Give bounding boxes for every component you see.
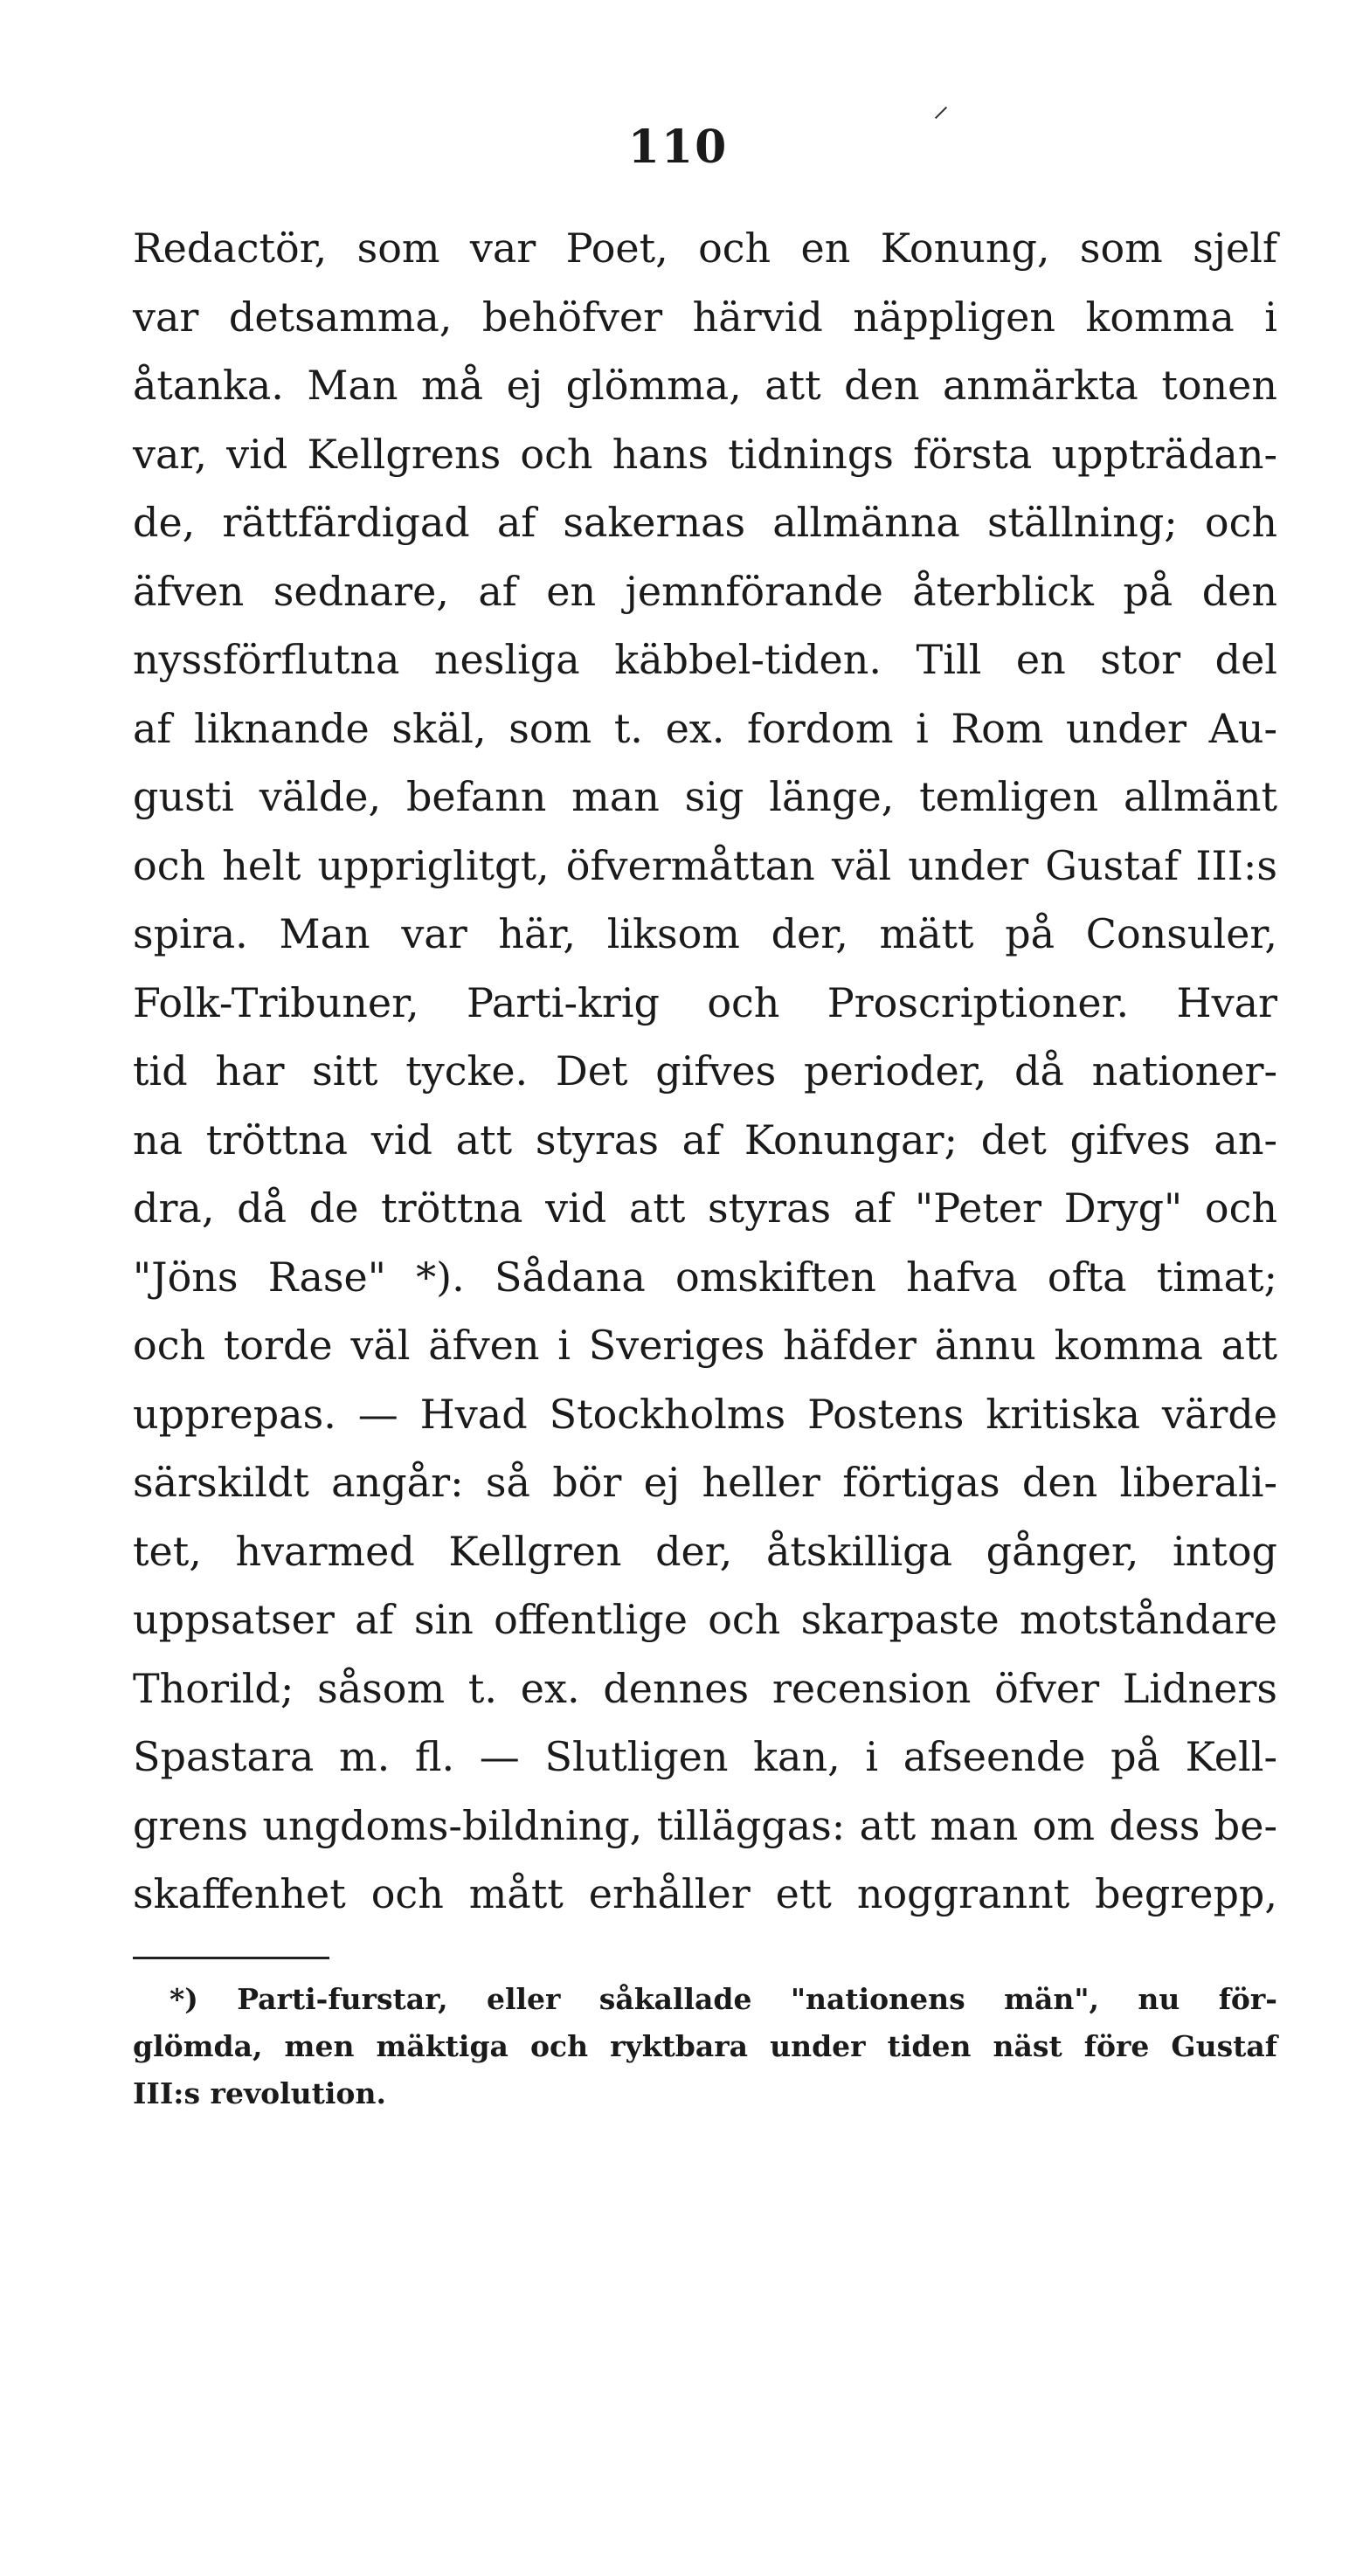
text-line: tet, hvarmed Kellgren der, åtskilliga gånger, intog bbox=[133, 1527, 1277, 1575]
text-line: särskildt angår: så bör ej heller förtigas den liberali- bbox=[133, 1459, 1277, 1506]
text-line: Redactör, som var Poet, och en Konung, som sjelf bbox=[133, 224, 1277, 272]
text-line: och helt uppriglitgt, öfvermåttan väl under Gustaf III:s bbox=[133, 841, 1277, 889]
body-text bbox=[133, 214, 1277, 1929]
corner-mark bbox=[935, 107, 947, 119]
page-number: 110 bbox=[627, 121, 729, 174]
text-line: och torde väl äfven i Sveriges häfder ännu komma att bbox=[133, 1322, 1277, 1369]
text-line: gusti välde, befann man sig länge, temligen allmänt bbox=[133, 773, 1277, 820]
text-line: skaffenhet och mått erhåller ett noggrannt begrepp, bbox=[133, 1870, 1277, 1917]
text-line: Thorild; såsom t. ex. dennes recension öfver Lidners bbox=[133, 1664, 1277, 1712]
footnote-line: III:s revolution. bbox=[133, 2076, 386, 2110]
text-line: spira. Man var här, liksom der, mätt på Consuler, bbox=[133, 910, 1277, 957]
text-line: "Jöns Rase" *). Sådana omskiften hafva ofta timat; bbox=[133, 1253, 1277, 1301]
text-line: upprepas. — Hvad Stockholms Postens kritiska värde bbox=[133, 1390, 1277, 1438]
text-line: dra, då de tröttna vid att styras af "Peter Dryg" och bbox=[133, 1184, 1277, 1232]
text-line: var detsamma, behöfver härvid näppligen komma i bbox=[133, 293, 1277, 341]
footnote-divider bbox=[133, 1957, 329, 1959]
text-line: de, rättfärdigad af sakernas allmänna ställning; och bbox=[133, 499, 1277, 546]
text-line: tid har sitt tycke. Det gifves perioder, då nationer- bbox=[133, 1047, 1277, 1095]
text-line: äfven sednare, af en jemnförande återblick på den bbox=[133, 567, 1277, 615]
footnote bbox=[133, 1976, 1277, 2117]
text-line: grens ungdoms-bildning, tilläggas: att man om dess be- bbox=[133, 1801, 1277, 1849]
footnote-line: *) Parti-furstar, eller såkallade "nationens män", nu för- bbox=[170, 1982, 1277, 2016]
text-line: Spastara m. fl. — Slutligen kan, i afseende på Kell- bbox=[133, 1733, 1277, 1780]
text-line: na tröttna vid att styras af Konungar; det gifves an- bbox=[133, 1115, 1277, 1164]
text-line: nyssförflutna nesliga käbbel-tiden. Till en stor del bbox=[133, 636, 1277, 683]
footnote-line: glömda, men mäktiga och ryktbara under tiden näst före Gustaf bbox=[133, 2029, 1277, 2063]
text-line: Folk-Tribuner, Parti-krig och Proscriptioner. Hvar bbox=[133, 978, 1277, 1026]
text-line: uppsatser af sin offentlige och skarpaste motståndare bbox=[133, 1596, 1277, 1643]
text-line: var, vid Kellgrens och hans tidnings första uppträdan- bbox=[133, 430, 1277, 478]
text-line: åtanka. Man må ej glömma, att den anmärkta tonen bbox=[133, 362, 1277, 409]
text-line: af liknande skäl, som t. ex. fordom i Rom under Au- bbox=[133, 704, 1277, 752]
